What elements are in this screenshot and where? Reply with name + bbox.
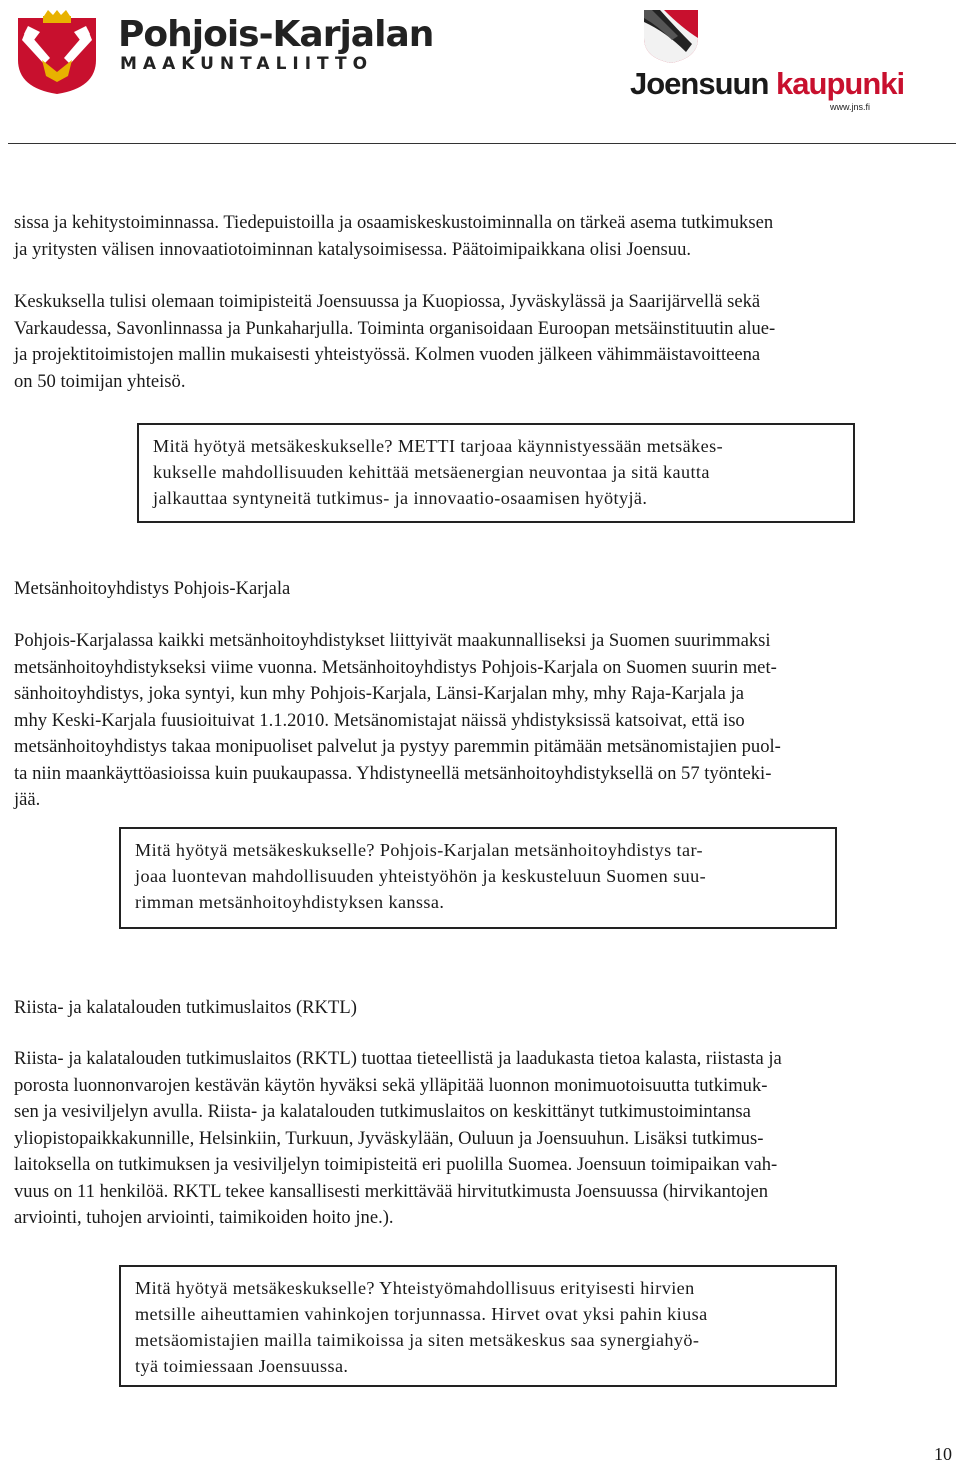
text-line: ja projektitoimistojen mallin mukaisesti yhteistyössä. Kolmen vuoden jälkeen vähimmäistavoitteena	[14, 344, 761, 365]
text-line: Varkaudessa, Savonlinnassa ja Punkaharjulla. Toiminta organisoidaan Euroopan metsäinstituutin alue-	[14, 317, 776, 339]
text-line: jää.	[14, 789, 41, 810]
text-line: vuus on 11 henkilöä. RKTL tekee kansallisesti merkittävää hirvitutkimusta Joensuussa (hirvikantojen	[14, 1180, 769, 1202]
logo-subtitle: MAAKUNTALIITTO	[120, 54, 374, 74]
text-line: laitoksella on tutkimuksen ja vesiviljelyn toimipisteitä eri puolilla Suomea. Joensuun toimipaikan vah-	[14, 1154, 778, 1175]
box-line: tyä toimiessaan Joensuussa.	[135, 1356, 349, 1376]
text-line: metsänhoitoyhdistykseksi viime vuonna. Metsänhoitoyhdistys Pohjois-Karjala on Suomen suurin met-	[14, 656, 777, 678]
box-line: kukselle mahdollisuuden kehittää metsäenergian neuvontaa ja sitä kautta	[153, 462, 710, 482]
pohjois-karjalan-maakuntaliitto-logo	[10, 4, 434, 104]
coat-of-arms-icon	[12, 10, 102, 96]
box-line: rimman metsänhoitoyhdistyksen kanssa.	[135, 892, 445, 912]
text-line: sen ja vesiviljelyn avulla. Riista- ja kalatalouden tutkimuslaitos on keskittänyt tutkimustoimintansa	[14, 1101, 751, 1122]
box-line: metsäomistajien mailla taimikoissa ja siten metsäkeskus saa synergiahyö-	[135, 1330, 700, 1350]
city-name-red: kaupunki	[776, 66, 905, 101]
benefit-box-metti	[137, 423, 855, 523]
page-header	[0, 0, 960, 145]
paragraph-keskus-locations	[14, 289, 946, 395]
page-number: 10	[934, 1444, 952, 1464]
city-logo-text	[630, 66, 904, 102]
box-line: Mitä hyötyä metsäkeskukselle? Yhteistyömahdollisuus erityisesti hirvien	[135, 1278, 695, 1298]
box-line: joaa luontevan mahdollisuuden yhteistyöhön ja keskusteluun Suomen suu-	[135, 866, 707, 886]
text-line: ja yritysten välisen innovaatiotoiminnan katalysoimisessa. Päätoimipaikkana olisi Joensuu.	[14, 238, 692, 260]
city-name-dark: Joensuun	[630, 66, 769, 101]
text-line: sissa ja kehitystoiminnassa. Tiedepuistoilla ja osaamiskeskustoiminnalla on tärkeä asema tutkimuksen	[14, 212, 774, 233]
text-line: Riista- ja kalatalouden tutkimuslaitos (RKTL) tuottaa tieteellistä ja laadukasta tietoa kalasta, riistasta ja	[14, 1048, 782, 1069]
benefit-box-metsanhoitoyhdistys	[119, 827, 837, 929]
box-line: metsille aiheuttamien vahinkojen torjunnassa. Hirvet ovat yksi pahin kiusa	[135, 1304, 708, 1324]
box-line: Mitä hyötyä metsäkeskukselle? METTI tarjoaa käynnistyessään metsäkes-	[153, 436, 724, 456]
section-heading-rktl: Riista- ja kalatalouden tutkimuslaitos (RKTL)	[14, 997, 357, 1018]
paragraph-metsanhoitoyhdistys	[14, 628, 946, 814]
header-divider	[8, 143, 956, 144]
city-shield-icon	[642, 8, 700, 64]
text-line: porosta luonnonvarojen kestävän käytön hyväksi sekä ylläpitää luonnon monimuotoisuutta tutkimuk-	[14, 1074, 768, 1096]
text-line: yliopistopaikkakunnille, Helsinkiin, Turkuun, Jyväskylään, Ouluun ja Joensuuhun. Lisäksi tutkimus-	[14, 1127, 764, 1149]
section-heading-metsanhoitoyhdistys: Metsänhoitoyhdistys Pohjois-Karjala	[14, 578, 291, 599]
text-line: ta niin maankäyttöasioissa kuin puukaupassa. Yhdistyneellä metsänhoitoyhdistyksellä on 57 työnteki-	[14, 762, 772, 784]
logo-name: Pohjois-Karjalan	[118, 14, 434, 55]
paragraph-rktl	[14, 1046, 946, 1232]
text-line: metsänhoitoyhdistys takaa monipuoliset palvelut ja pystyy paremmin pitämään metsänomistajien puol-	[14, 736, 781, 757]
text-line: Keskuksella tulisi olemaan toimipisteitä Joensuussa ja Kuopiossa, Jyväskylässä ja Saarijärvellä sekä	[14, 291, 761, 312]
joensuun-kaupunki-logo	[630, 6, 905, 116]
text-line: sänhoitoyhdistys, joka syntyi, kun mhy Pohjois-Karjala, Länsi-Karjalan mhy, mhy Raja-Karjala ja	[14, 683, 745, 704]
paragraph-intro-continuation	[14, 210, 946, 263]
text-line: Pohjois-Karjalassa kaikki metsänhoitoyhdistykset liittyivät maakunnalliseksi ja Suomen suurimmaksi	[14, 630, 771, 651]
text-line: arviointi, tuhojen arviointi, taimikoiden hoito jne.).	[14, 1207, 394, 1228]
box-line: jalkauttaa syntyneitä tutkimus- ja innovaatio-osaamisen hyötyjä.	[153, 488, 648, 508]
box-line: Mitä hyötyä metsäkeskukselle? Pohjois-Karjalan metsänhoitoyhdistys tar-	[135, 840, 703, 860]
city-website: www.jns.fi	[830, 102, 871, 112]
text-line: mhy Keski-Karjala fuusioituivat 1.1.2010. Metsänomistajat näissä yhdistyksissä katsoivat, että iso	[14, 709, 745, 731]
benefit-box-rktl	[119, 1265, 837, 1387]
text-line: on 50 toimijan yhteisö.	[14, 370, 186, 392]
